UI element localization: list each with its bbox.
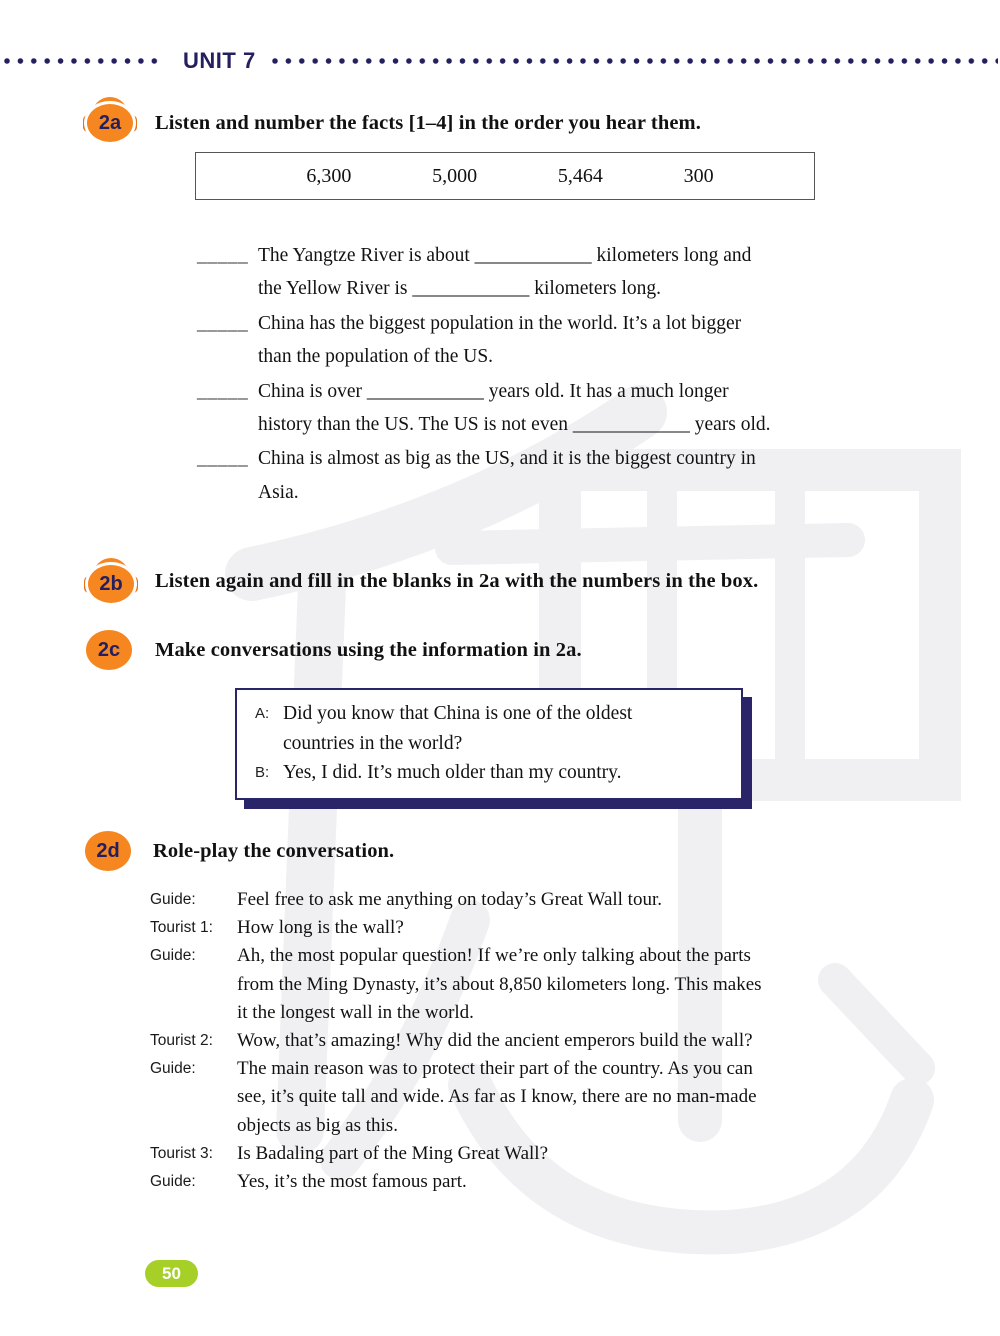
fact-item — [197, 307, 887, 374]
numbering-blank: _____ — [197, 245, 249, 266]
section-2a-badge-label: 2a — [87, 104, 133, 142]
fact-item — [197, 239, 887, 306]
header-dotted-rule-left — [4, 57, 164, 65]
fact-text: The Yangtze River is about ____________ kilometers long and the Yellow River is ____________ kilometers long. — [258, 245, 752, 300]
dialogue-turn — [150, 1140, 930, 1168]
section-2d-badge — [85, 831, 131, 871]
dialogue-turn — [150, 1168, 930, 1196]
section-2c-badge-label: 2c — [86, 630, 132, 670]
fact-item — [197, 442, 887, 509]
numbering-blank: _____ — [197, 448, 249, 470]
number-box-value: 300 — [683, 164, 714, 187]
section-2a-badge — [83, 97, 137, 143]
dialogue-text: Wow, that’s amazing! Why did the ancient emperors build the wall? — [237, 1030, 753, 1052]
fact-text: China is over ____________ years old. It has a much longer history than the US. The US is not even ____________ years old. — [258, 380, 771, 436]
page-number-badge: 50 — [145, 1260, 198, 1287]
speaker-a-label: A: — [255, 705, 270, 722]
dialogue-text: Feel free to ask me anything on today’s Great Wall tour. — [237, 889, 662, 910]
header-dotted-rule-right — [272, 57, 998, 65]
conversation-turn — [255, 699, 727, 758]
unit-title: UNIT 7 — [183, 48, 256, 73]
speaker-b-text: Yes, I did. It’s much older than my country. — [283, 762, 622, 783]
dialogue-text: How long is the wall? — [237, 917, 404, 939]
dialogue-speaker-label: Guide: — [150, 947, 196, 965]
fact-text: China has the biggest population in the world. It’s a lot bigger than the population of the US. — [258, 312, 742, 368]
section-2c-title: Make conversations using the information in 2a. — [155, 639, 582, 661]
dialogue-speaker-label: Guide: — [150, 891, 196, 908]
number-box-value: 5,464 — [557, 164, 603, 187]
dialogue-text: Is Badaling part of the Ming Great Wall? — [237, 1142, 549, 1164]
number-box-value: 5,000 — [432, 164, 478, 187]
dialogue-text: Yes, it’s the most famous part. — [237, 1171, 467, 1193]
dialogue-turn — [150, 1055, 930, 1140]
numbering-blank: _____ — [197, 380, 249, 402]
number-box-value: 6,300 — [306, 164, 352, 187]
conversation-turn — [255, 758, 727, 788]
dialogue-turn — [150, 886, 930, 914]
dialogue-speaker-label: Guide: — [150, 1060, 196, 1078]
dialogue-speaker-label: Tourist 2: — [150, 1032, 213, 1050]
fact-item — [197, 375, 887, 442]
sample-conversation-box — [235, 688, 743, 800]
section-2c-badge — [86, 630, 132, 670]
section-2b-badge — [84, 558, 138, 604]
dialogue-text: Ah, the most popular question! If we’re only talking about the parts from the Ming Dynasty, it’s about 8,850 kilometers long. This makes it the longest wall in the world. — [237, 945, 762, 1023]
dialogue-turn — [150, 914, 930, 942]
dialogue-turn — [150, 942, 930, 1027]
section-2d-badge-label: 2d — [85, 831, 131, 871]
fact-text: China is almost as big as the US, and it is the biggest country in Asia. — [258, 448, 756, 503]
roleplay-dialogue — [150, 886, 930, 1196]
numbering-blank: _____ — [197, 312, 249, 334]
dialogue-speaker-label: Tourist 3: — [150, 1144, 213, 1162]
section-2b-title: Listen again and fill in the blanks in 2a with the numbers in the box. — [155, 570, 759, 592]
dialogue-speaker-label: Tourist 1: — [150, 919, 213, 937]
numbers-box — [195, 152, 815, 200]
facts-list — [197, 239, 887, 510]
dialogue-turn — [150, 1027, 930, 1055]
dialogue-text: The main reason was to protect their part of the country. As you can see, it’s quite tall and wide. As far as I know, there are no man-made objects as big as this. — [237, 1058, 757, 1136]
section-2a-title: Listen and number the facts [1–4] in the order you hear them. — [155, 112, 701, 134]
dialogue-speaker-label: Guide: — [150, 1173, 196, 1191]
speaker-a-text: Did you know that China is one of the oldest countries in the world? — [283, 703, 633, 754]
speaker-b-label: B: — [255, 764, 270, 781]
section-2d-title: Role-play the conversation. — [153, 840, 395, 862]
section-2b-badge-label: 2b — [88, 565, 134, 603]
